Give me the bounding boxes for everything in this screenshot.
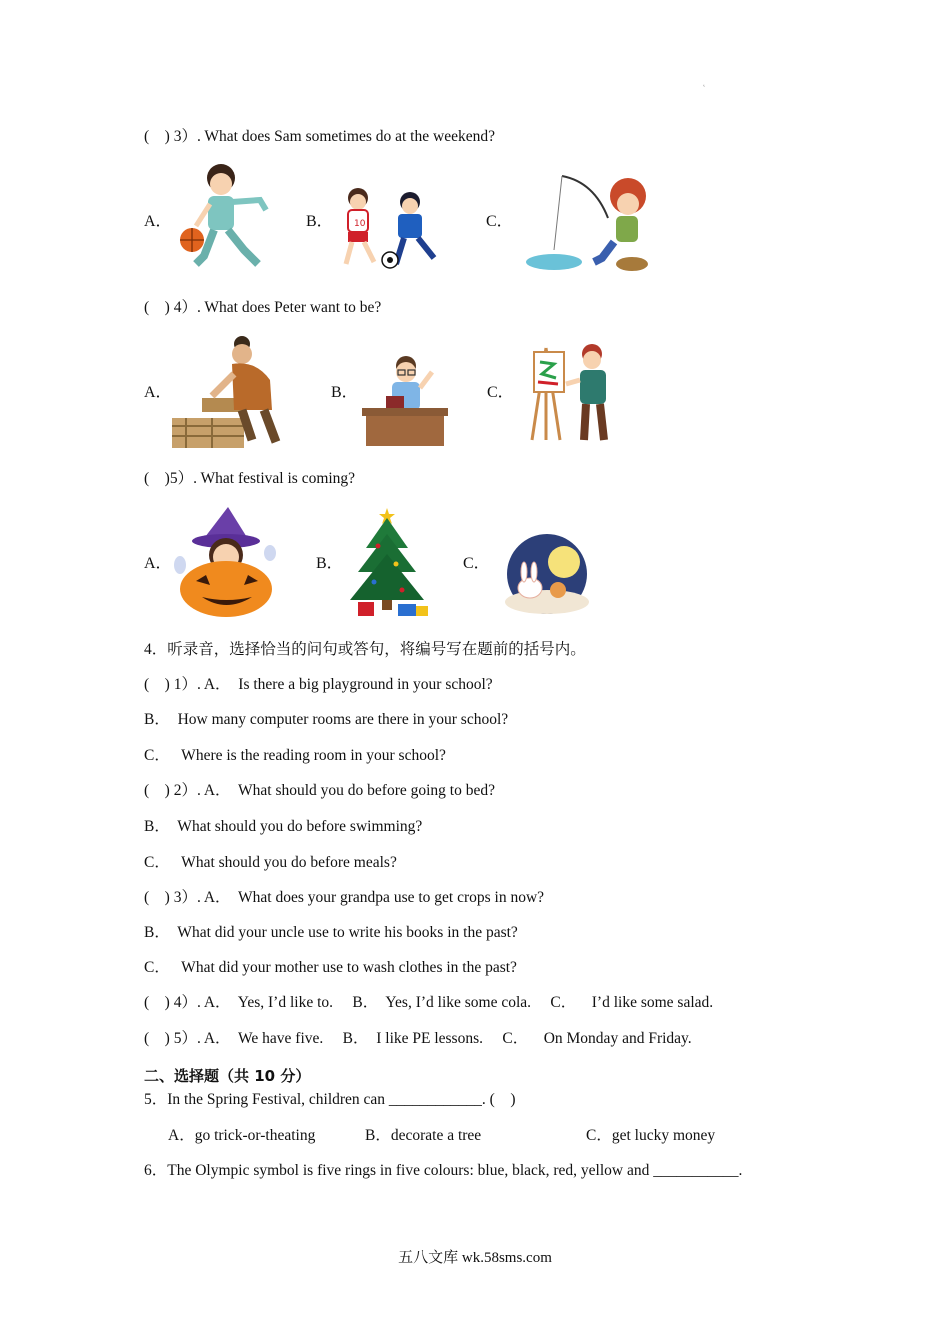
painter-image (524, 340, 614, 444)
s4-line-9: C． What did your mother use to wash clothes in the past? (144, 959, 517, 976)
teacher-image (360, 352, 450, 448)
q5-option-a-label: A． (144, 555, 172, 572)
fishing-boy-image (524, 172, 654, 276)
s4-line-6: C． What should you do before meals? (144, 854, 397, 871)
q4-option-b-label: B． (331, 384, 358, 401)
s4-line-5: B． What should you do before swimming? (144, 818, 423, 835)
s4-line-10: ( ) 4）. A． Yes, I’d like to. B． Yes, I’d like some cola. C． I’d like some salad. (144, 994, 714, 1011)
s4-line-11: ( ) 5）. A． We have five. B． I like PE lessons. C． On Monday and Friday. (144, 1030, 692, 1047)
stray-mark: ˛ (703, 78, 706, 87)
s4-line-2: B． How many computer rooms are there in your school? (144, 711, 509, 728)
s4-line-1: ( ) 1）. A． Is there a big playground in your school? (144, 676, 493, 693)
section-4-title: 4．听录音，选择恰当的问句或答句，将编号写在题前的括号内。 (144, 641, 586, 658)
q3-option-c-label: C． (486, 213, 513, 230)
part-2-title: 二、选择题（共 10 分） (144, 1067, 311, 1085)
q4-option-c-label: C． (487, 384, 514, 401)
page-footer: 五八文库 wk.58sms.com (398, 1250, 552, 1266)
question-5-stem: ( )5）. What festival is coming? (144, 470, 356, 487)
carpenter-image (172, 330, 296, 450)
q5-choice-c: C．get lucky money (586, 1127, 716, 1144)
question-3-stem: ( ) 3）. What does Sam sometimes do at the weekend? (144, 128, 495, 145)
q4-option-a-label: A． (144, 384, 172, 401)
mid-autumn-rabbit-image (500, 532, 594, 616)
q5-choice-a: A．go trick-or-theating (168, 1127, 316, 1144)
football-boys-image (334, 184, 450, 272)
q3-option-b-label: B． (306, 213, 333, 230)
s4-line-7: ( ) 3）. A． What does your grandpa use to get crops in now? (144, 889, 545, 906)
halloween-pumpkin-image (172, 505, 278, 617)
q5-choice-b: B．decorate a tree (365, 1127, 482, 1144)
s4-line-8: B． What did your uncle use to write his books in the past? (144, 924, 518, 941)
q5-option-c-label: C． (463, 555, 490, 572)
basketball-boy-image (174, 160, 274, 276)
svg-text:10: 10 (354, 219, 366, 229)
christmas-tree-image (344, 506, 430, 618)
q5-option-b-label: B． (316, 555, 343, 572)
question-5-choice-stem: 5．In the Spring Festival, children can ____________. ( ) (144, 1091, 516, 1108)
s4-line-3: C． Where is the reading room in your school? (144, 747, 446, 764)
question-4-stem: ( ) 4）. What does Peter want to be? (144, 299, 382, 316)
question-6-stem: 6．The Olympic symbol is five rings in five colours: blue, black, red, yellow and ___________. (144, 1162, 743, 1179)
s4-line-4: ( ) 2）. A． What should you do before going to bed? (144, 782, 495, 799)
q3-option-a-label: A． (144, 213, 172, 230)
